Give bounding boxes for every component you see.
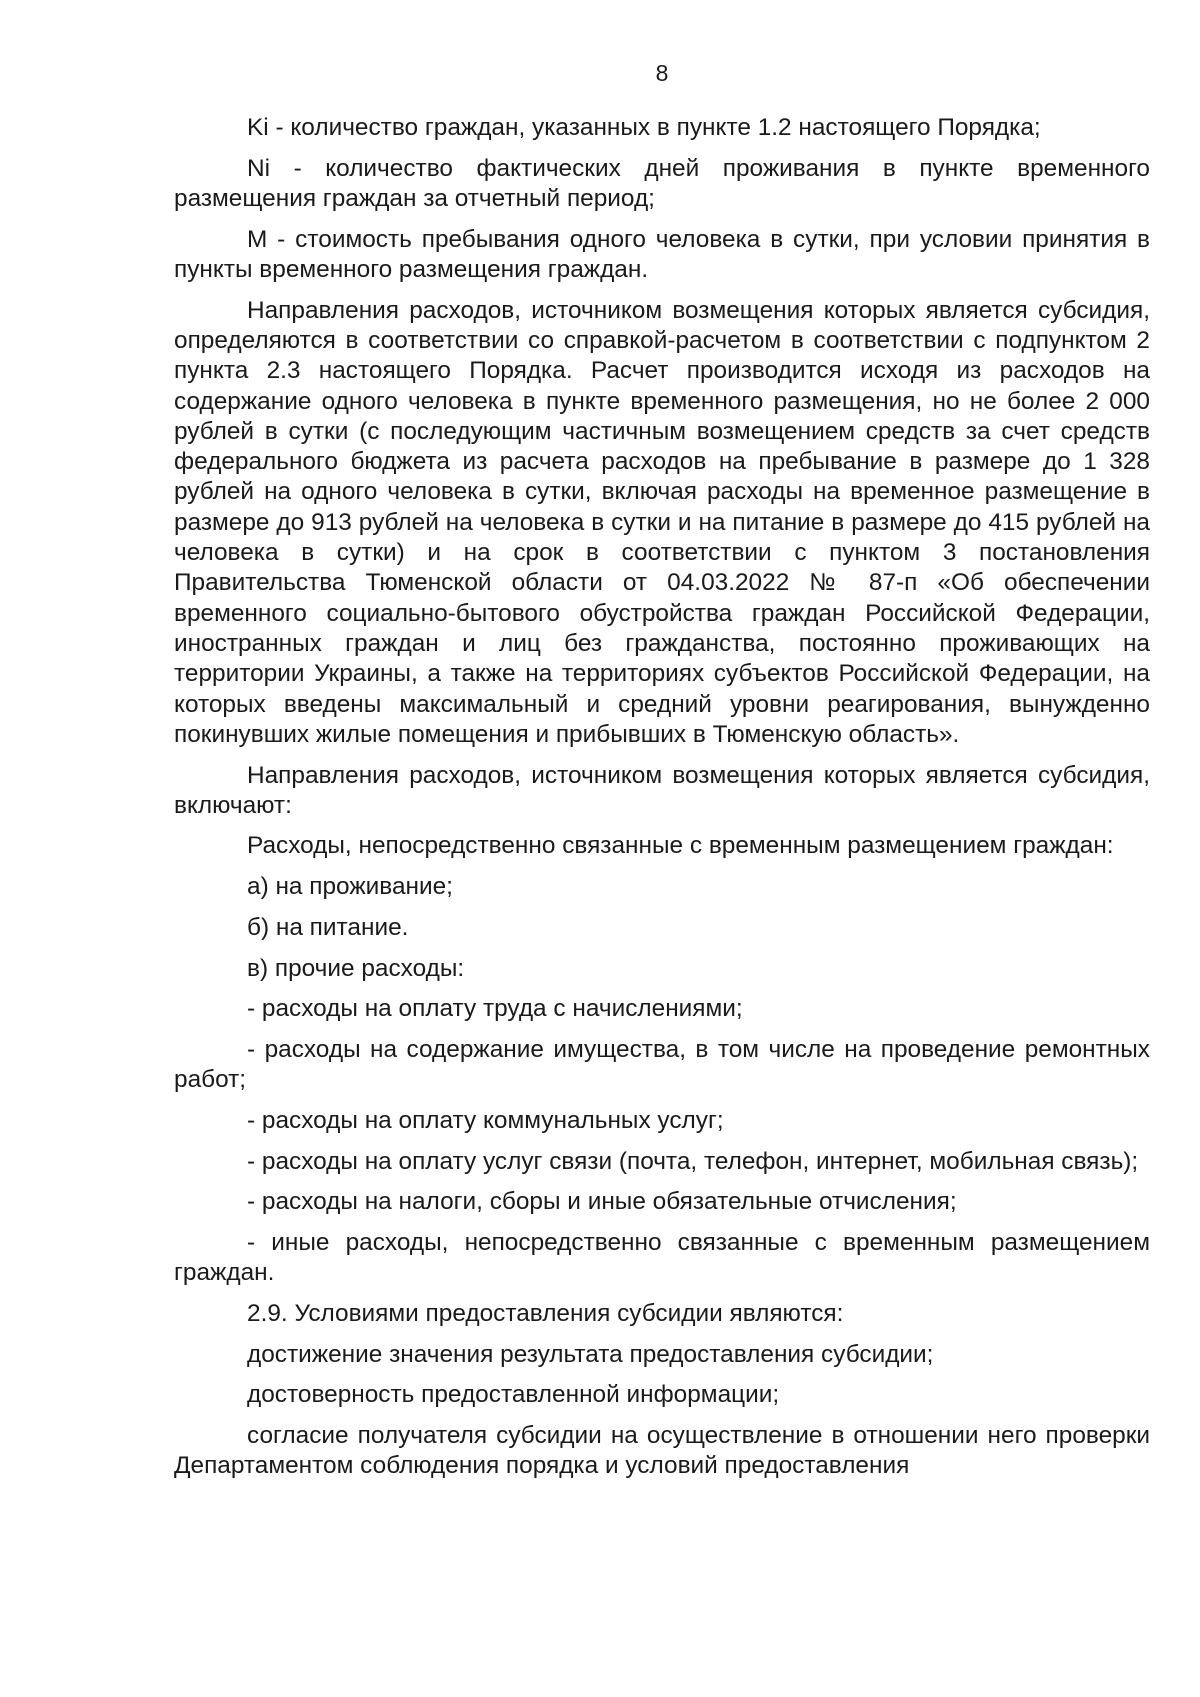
list-item-b: б) на питание. [247, 913, 409, 941]
paragraph-2-9-heading: 2.9. Условиями предоставления субсидии являются: [247, 1299, 844, 1327]
page-number: 8 [655, 60, 669, 86]
list-item-communications: - расходы на оплату услуг связи (почта, телефон, интернет, мобильная связь); [247, 1147, 1139, 1175]
condition-reliability: достоверность предоставленной информации; [247, 1381, 780, 1409]
list-item-property: - расходы на содержание имущества, в том числе на проведение ремонтных работ; [174, 1035, 1150, 1094]
condition-consent: согласие получателя субсидии на осуществление в отношении него проверки Департаментом соблюдения порядка и условий предоставления [174, 1422, 1150, 1480]
paragraph-expense-include: Направления расходов, источником возмещения которых является субсидия, включают: [174, 761, 1150, 819]
list-item-c: в) прочие расходы: [247, 954, 465, 982]
paragraph-direct-expenses: Расходы, непосредственно связанные с временным размещением граждан: [247, 832, 1114, 860]
condition-result: достижение значения результата предоставления субсидии; [247, 1340, 934, 1368]
list-item-labor: - расходы на оплату труда с начислениями; [247, 995, 743, 1023]
list-item-other: - иные расходы, непосредственно связанные с временным размещением граждан. [174, 1228, 1150, 1287]
paragraph-ki: Ki - количество граждан, указанных в пункте 1.2 настоящего Порядка; [247, 114, 1041, 141]
list-item-utilities: - расходы на оплату коммунальных услуг; [247, 1106, 724, 1134]
paragraph-expense-directions: Направления расходов, источником возмещения которых является субсидия, определяются в соответствии со справкой-расчетом в соответствии с подпунктом 2 пункта 2.3 настоящего Порядка. Расчет производится исходя из расходов на содержание одного человека в пункте временного размещения, но не более 2 000 рублей в сутки (с последующим частичным возмещением средств за счет средств федерального бюджета из расчета расходов на пребывание в размере до 1 328 рублей на одного человека в сутки, включая расходы на временное размещение в размере до 913 рублей на человека в сутки и на питание в размере до 415 рублей на человека в сутки) и на срок в соответствии с пунктом 3 постановления Правительства Тюменской области от 04.03.2022 № 87-п «Об обеспечении временного социально-бытового обустройства граждан Российской Федерации, иностранных граждан и лиц без гражданства, постоянно проживающих на территории Украины, а также на территориях субъектов Российской Федерации, на которых введены максимальный и средний уровни реагирования, вынужденно покинувших жилые помещения и прибывших в Тюменскую область». [174, 296, 1150, 748]
paragraph-m: M - стоимость пребывания одного человека в сутки, при условии принятия в пункты временного размещения граждан. [174, 225, 1150, 283]
document-body [174, 113, 1150, 1492]
paragraph-ni: Ni - количество фактических дней проживания в пункте временного размещения граждан за отчетный период; [174, 154, 1150, 212]
list-item-taxes: - расходы на налоги, сборы и иные обязательные отчисления; [247, 1188, 957, 1216]
list-item-a: а) на проживание; [247, 873, 453, 901]
